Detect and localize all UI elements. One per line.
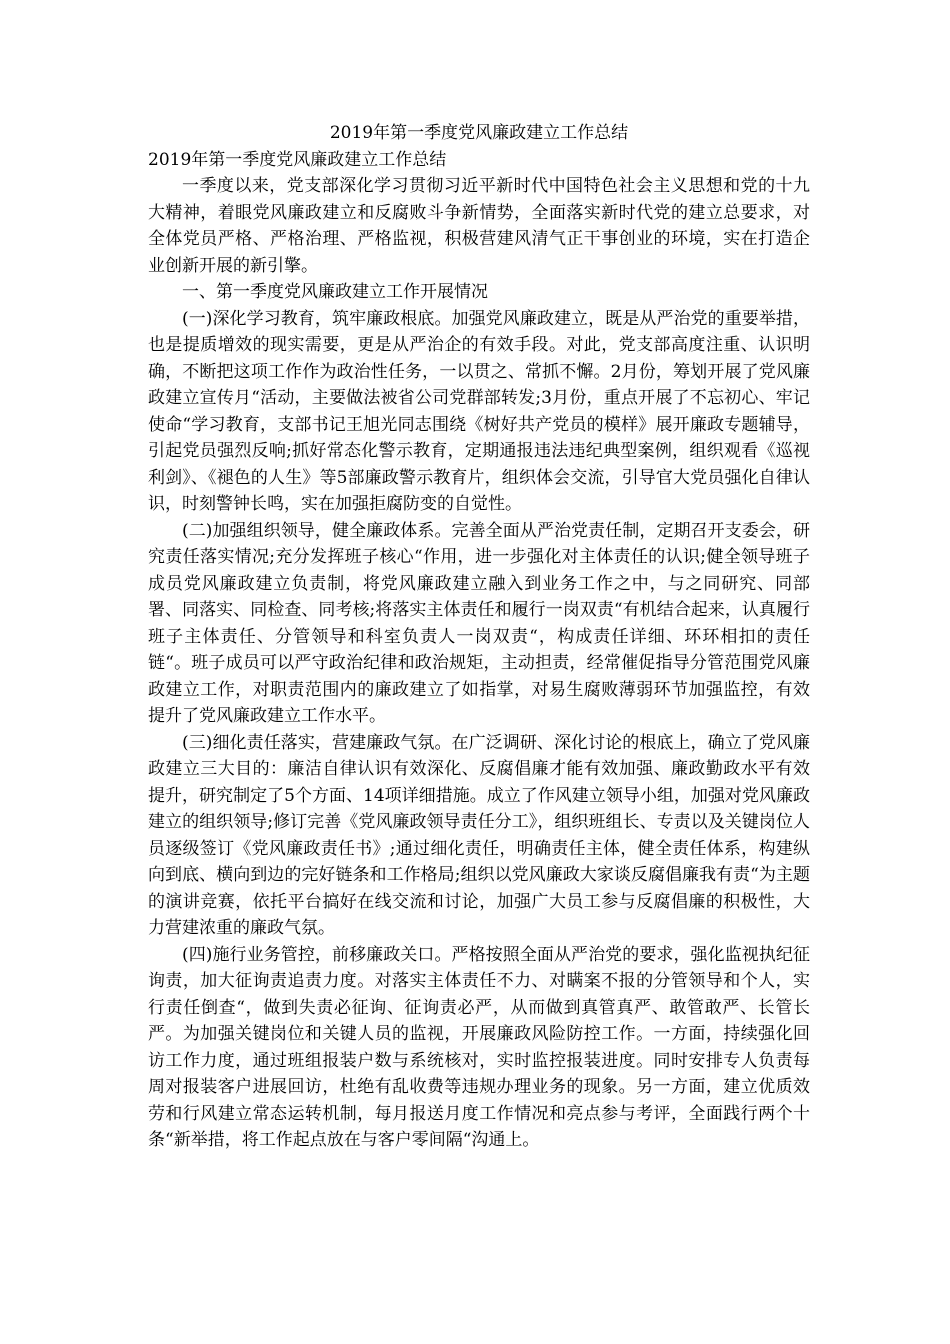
paragraph-study-education: (一)深化学习教育，筑牢廉政根底。加强党风廉政建立，既是从严治党的重要举措，也是提质增效的现实需要，更是从严治企的有效手段。对此，党支部高度注重、认识明确，不断把这项工作作为政治性任务，一以贯之、常抓不懈。2月份，筹划开展了党风廉政建立宣传月“活动，主要做法被省公司党群部转发;3月份，重点开展了不忘初心、牢记使命“学习教育，支部书记王旭光同志围绕《树好共产党员的模样》展开廉政专题辅导，引起党员强烈反响;抓好常态化警示教育，定期通报违法违纪典型案例，组织观看《巡视利剑》、《褪色的人生》等5部廉政警示教育片，组织体会交流，引导官大党员强化自律认识，时刻警钟长鸣，实在加强拒腐防变的自觉性。 <box>148 308 810 514</box>
paragraph-business-control: (四)施行业务管控，前移廉政关口。严格按照全面从严治党的要求，强化监视执纪征询责，加大征询责追责力度。对落实主体责任不力、对瞒案不报的分管领导和个人，实行责任倒查“，做到失责必征询、征询责必严，从而做到真管真严、敢管敢严、长管长严。为加强关键岗位和关键人员的监视，开展廉政风险防控工作。一方面，持续强化回访工作力度，通过班组报装户数与系统核对，实时监控报装进度。同时安排专人负责每周对报装客户进展回访，杜绝有乱收费等违规办理业务的现象。另一方面，建立优质效劳和行风建立常态运转机制，每月报送月度工作情况和亮点参与考评，全面践行两个十条“新举措，将工作起点放在与客户零间隔“沟通上。 <box>148 944 810 1150</box>
section-heading: 一、第一季度党风廉政建立工作开展情况 <box>182 282 488 302</box>
document-page <box>148 120 810 1154</box>
paragraph-organization-leadership: (二)加强组织领导，健全廉政体系。完善全面从严治党责任制，定期召开支委会，研究责任落实情况;充分发挥班子核心“作用，进一步强化对主体责任的认识;健全领导班子成员党风廉政建立负责制，将党风廉政建立融入到业务工作之中，与之同研究、同部署、同落实、同检查、同考核;将落实主体责任和履行一岗双责“有机结合起来，认真履行班子主体责任、分管领导和科室负责人一岗双责“，构成责任详细、环环相扣的责任链“。班子成员可以严守政治纪律和政治规矩，主动担责，经常催促指导分管范围党风廉政建立工作，对职责范围内的廉政建立了如指掌，对易生腐败薄弱环节加强监控，有效提升了党风廉政建立工作水平。 <box>148 520 810 726</box>
paragraph-responsibility: (三)细化责任落实，营建廉政气氛。在广泛调研、深化讨论的根底上，确立了党风廉政建立三大目的：廉洁自律认识有效深化、反腐倡廉才能有效加强、廉政勤政水平有效提升，研究制定了5个方面、14项详细措施。成立了作风建立领导小组，加强对党风廉政建立的组织领导;修订完善《党风廉政领导责任分工》，组织班组长、专责以及关键岗位人员逐级签订《党风廉政责任书》;通过细化责任，明确责任主体，健全责任体系，构建纵向到底、横向到边的完好链条和工作格局;组织以党风廉政大家谈反腐倡廉我有责“为主题的演讲竞赛，依托平台搞好在线交流和讨论，加强广大员工参与反腐倡廉的积极性，大力营建浓重的廉政气氛。 <box>148 732 810 938</box>
document-subtitle: 2019年第一季度党风廉政建立工作总结 <box>148 149 447 170</box>
document-title: 2019年第一季度党风廉政建立工作总结 <box>329 123 629 143</box>
intro-paragraph: 一季度以来，党支部深化学习贯彻习近平新时代中国特色社会主义思想和党的十九大精神，着眼党风廉政建立和反腐败斗争新情势，全面落实新时代党的建立总要求，对全体党员严格、严格治理、严格监视，积极营建风清气正干事创业的环境，实在打造企业创新开展的新引擎。 <box>148 176 810 276</box>
